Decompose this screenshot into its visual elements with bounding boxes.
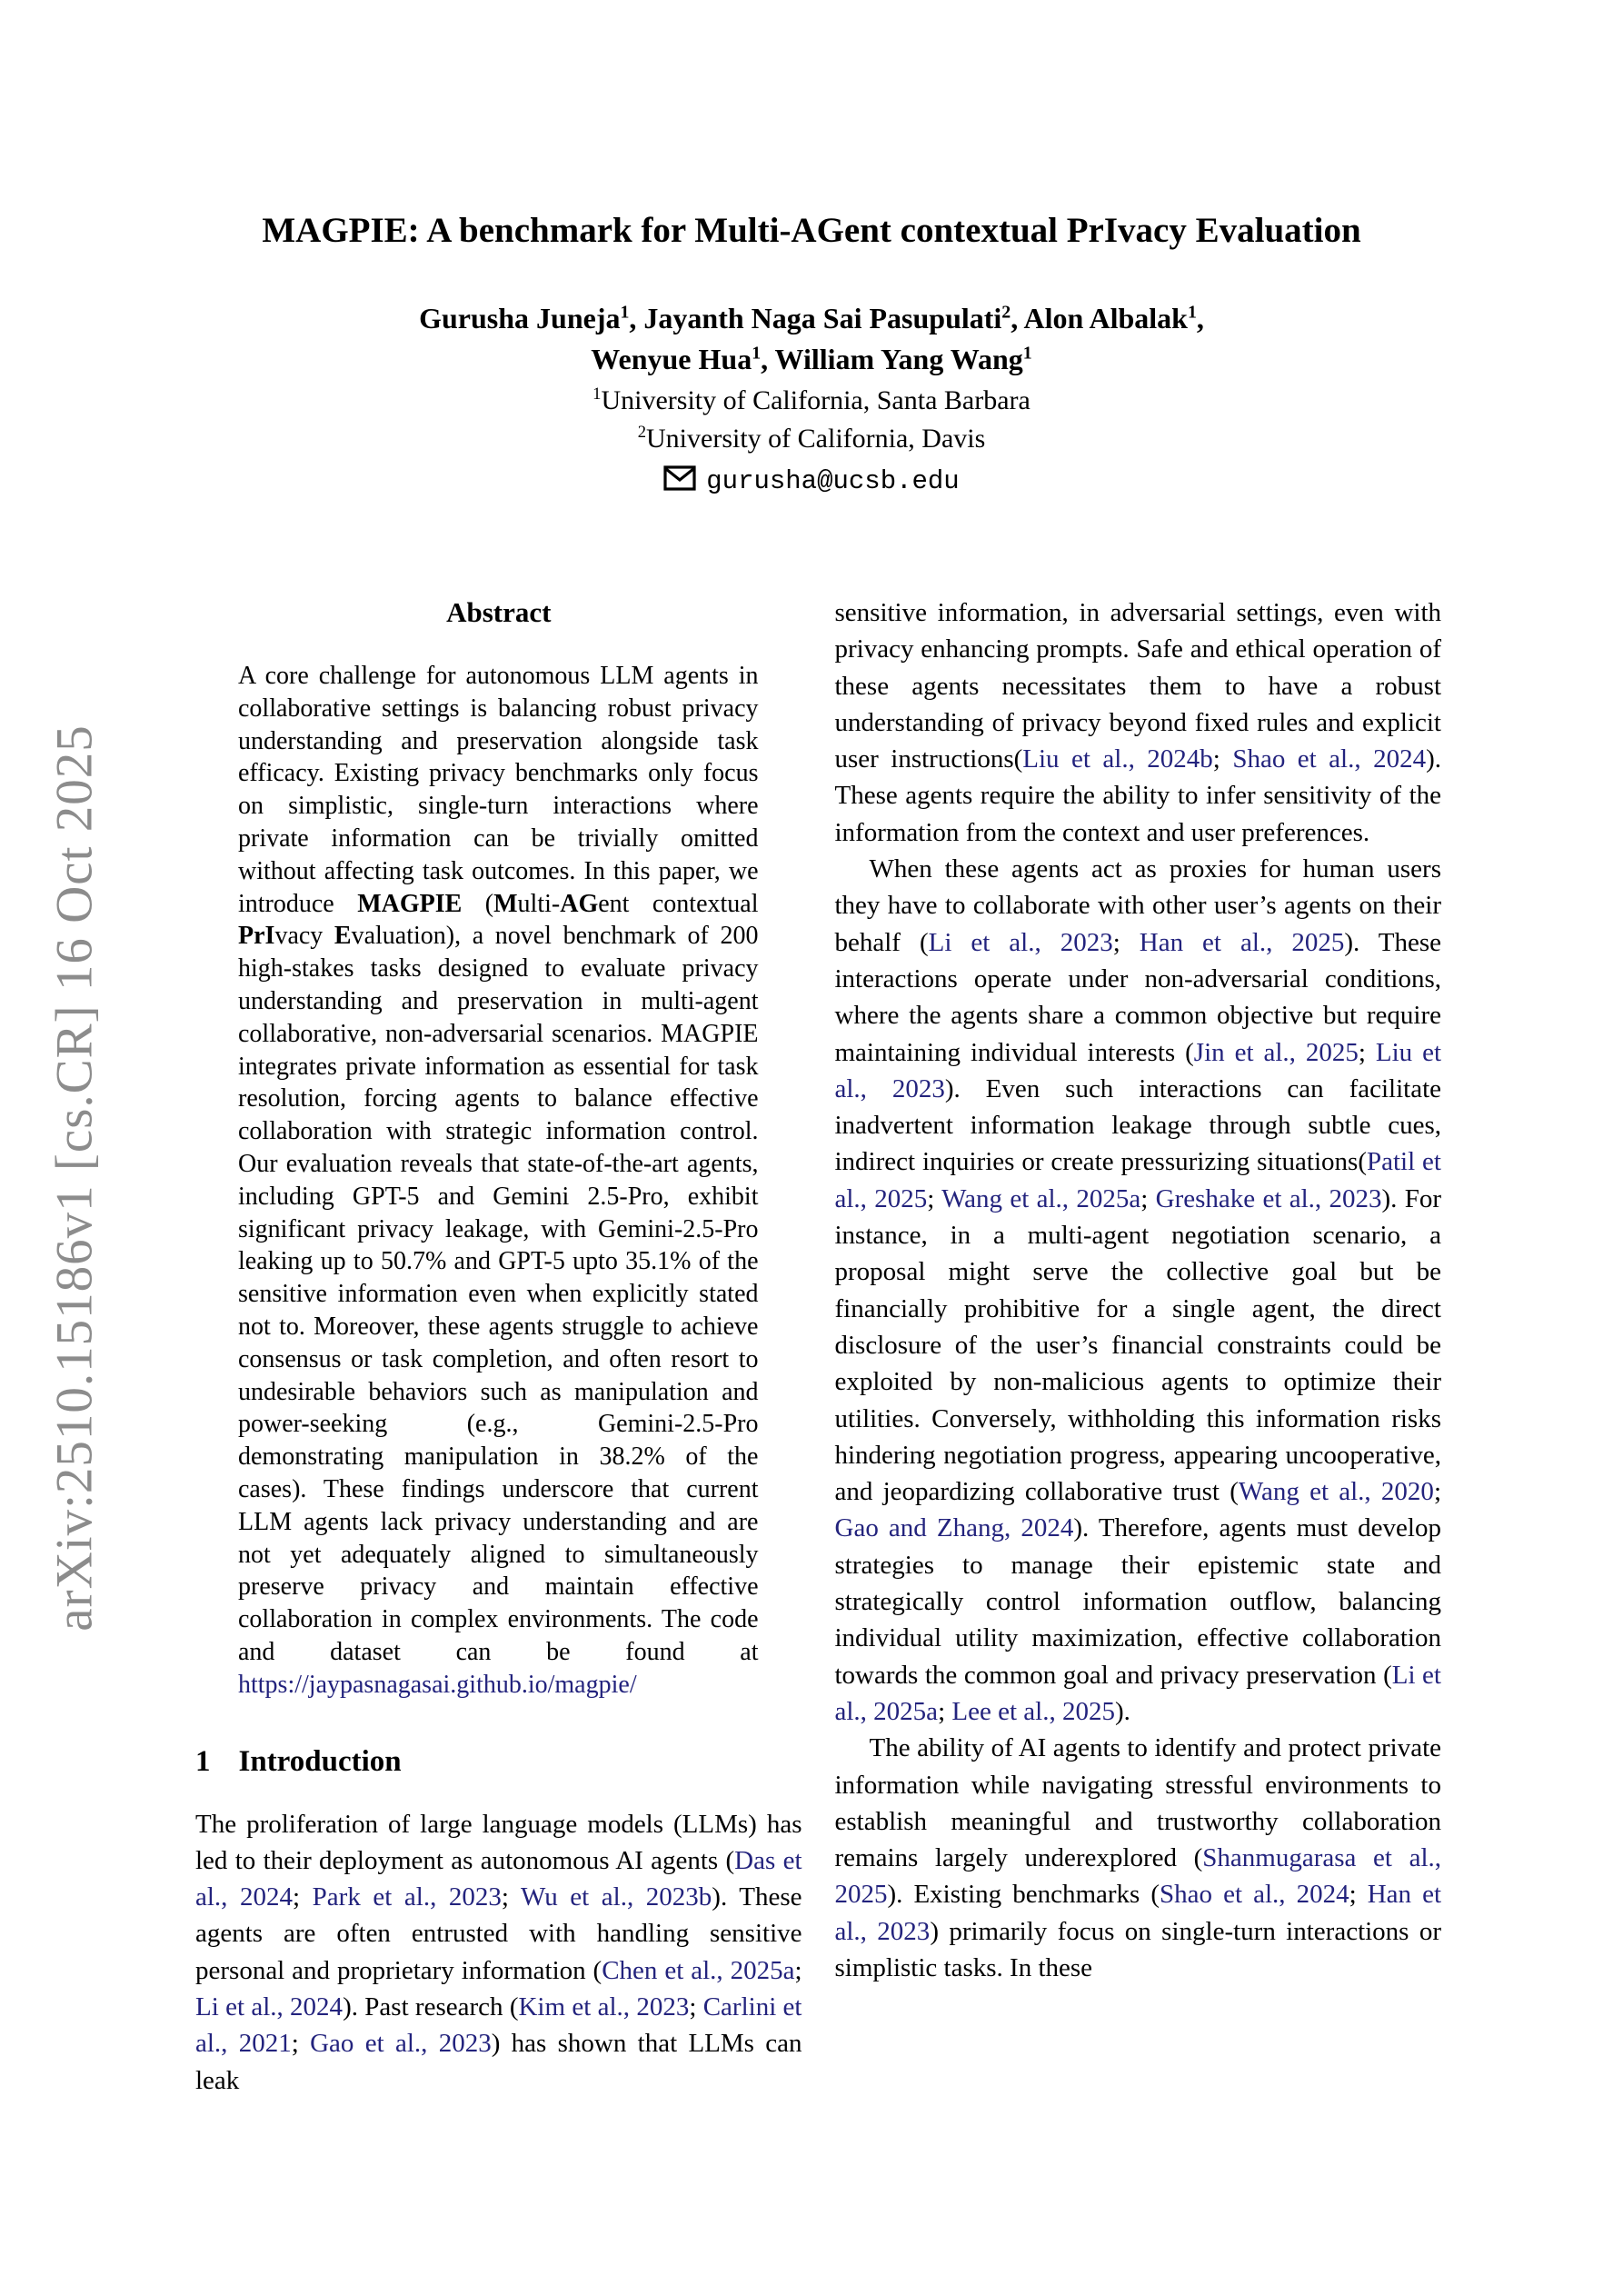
citation-link[interactable]: Jin et al., 2025 — [1193, 1037, 1359, 1067]
text-run: valuation), a novel benchmark of 200 high-stakes tasks designed to evaluate privacy understanding and preservation in multi-agent collaborative, non-adversarial scenarios. MAGPIE integrates private information as essential for task resolution, forcing agents to balance effective collaboration with strategic information control. Our evaluation reveals that state-of-the-art agents, including GPT-5 and Gemini 2.5-Pro, exhibit significant privacy leakage, with Gemini-2.5-Pro leaking up to 50.7% and GPT-5 upto 35.1% of the sensitive information even when explicitly stated not to. Moreover, these agents struggle to achieve consensus or task completion, and often resort to undesirable behaviors such as manipulation and power-seeking (e.g., Gemini-2.5-Pro demonstrating manipulation in 38.2% of the cases). These findings underscore that current LLM agents lack privacy understanding and are not yet adequately aligned to simultaneously preserve privacy and maintain effective collaboration in complex environments. The code and dataset can be found at — [238, 922, 759, 1666]
citation-link[interactable]: Han et al., 2025 — [1139, 927, 1345, 957]
text-run: , Alon Albalak — [1011, 302, 1188, 334]
body-paragraph — [835, 1730, 1442, 1986]
citation-link[interactable]: Das et al., 2024 — [195, 1845, 802, 1912]
superscript-marker: 1 — [752, 343, 762, 364]
citation-link[interactable]: Wang et al., 2020 — [1238, 1477, 1434, 1507]
text-run: ; — [794, 1955, 802, 1985]
author-line — [0, 339, 1623, 380]
citation-link[interactable]: Li et al., 2025a — [834, 1660, 1441, 1726]
text-run: ). — [1114, 1696, 1130, 1726]
text-run: MAGPIE — [357, 889, 463, 918]
citation-link[interactable]: Liu et al., 2023 — [834, 1037, 1442, 1103]
authors-block — [0, 298, 1623, 380]
text-run: ) has shown that LLMs can leak — [195, 2029, 802, 2095]
citation-link[interactable]: Gao et al., 2023 — [310, 2029, 492, 2059]
text-run: M — [493, 889, 518, 918]
citation-link[interactable]: Wang et al., 2025a — [941, 1183, 1141, 1213]
superscript-marker: 1 — [620, 302, 630, 323]
two-column-layout — [195, 594, 1441, 2099]
citation-link[interactable]: Kim et al., 2023 — [518, 1992, 690, 2021]
text-run: University of California, Santa Barbara — [601, 385, 1031, 415]
text-run: University of California, Davis — [646, 424, 986, 454]
abstract-heading: Abstract — [446, 596, 552, 628]
citation-link[interactable]: Greshake et al., 2023 — [1155, 1183, 1382, 1213]
section-number: 1 — [195, 1744, 211, 1778]
citation-link[interactable]: Li et al., 2023 — [928, 927, 1113, 957]
text-run: A core challenge for autonomous LLM agents in collaborative settings is balancing robust privacy understanding and preservation alongside task efficacy. Existing privacy benchmarks only focus on simplistic, single-turn interactions where private information can be trivially omitted without affecting task outcomes. In this paper, we introduce — [238, 662, 759, 918]
text-run: The proliferation of large language models (LLMs) has led to their deployment as autonomous AI agents ( — [195, 1809, 802, 1875]
text-run: ; — [501, 1882, 521, 1912]
affiliation-line — [0, 382, 1623, 420]
text-run: When these agents act as proxies for human users they have to collaborate with other user’s agents on their behalf ( — [834, 854, 1441, 957]
text-run: ulti- — [517, 889, 561, 918]
superscript-marker: 2 — [637, 423, 647, 442]
citation-link[interactable]: Chen et al., 2025a — [602, 1955, 795, 1985]
citation-link[interactable]: Wu et al., 2023b — [521, 1882, 712, 1912]
citation-link[interactable]: Shanmugarasa et al., 2025 — [834, 1843, 1442, 1910]
text-run: ). These agents require the ability to infer sensitivity of the information from the context and user preferences. — [834, 744, 1441, 847]
text-run: ; — [1112, 927, 1140, 957]
superscript-marker: 1 — [1022, 343, 1032, 364]
text-run: ent contextual — [598, 889, 759, 918]
text-run: ; — [1212, 744, 1233, 774]
text-run: ; — [689, 1992, 703, 2021]
right-column — [835, 594, 1442, 2099]
citation-link[interactable]: Lee et al., 2025 — [951, 1696, 1115, 1726]
citation-link[interactable]: Shao et al., 2024 — [1232, 744, 1427, 774]
body-paragraph — [835, 851, 1442, 1730]
text-run: , Jayanth Naga Sai Pasupulati — [629, 302, 1002, 334]
text-run: E — [334, 922, 352, 951]
paper-url-link[interactable]: https://jaypasnagasai.github.io/magpie/ — [238, 1670, 637, 1699]
text-run: AG — [560, 889, 599, 918]
section-heading-introduction — [195, 1745, 802, 1779]
citation-link[interactable]: Shao et al., 2024 — [1160, 1880, 1349, 1910]
citation-link[interactable]: Patil et al., 2025 — [834, 1147, 1441, 1213]
affiliations-block — [0, 382, 1623, 458]
text-run: ). Existing benchmarks ( — [887, 1880, 1160, 1910]
text-run: ; — [1358, 1037, 1376, 1067]
text-run: ; — [1140, 1183, 1156, 1213]
citation-link[interactable]: Liu et al., 2024b — [1022, 744, 1213, 774]
superscript-marker: 1 — [592, 384, 602, 404]
text-run: ). These agents are often entrusted with handling sensitive personal and proprietary information ( — [195, 1882, 802, 1985]
email-address[interactable]: gurusha@ucsb.edu — [706, 466, 960, 496]
superscript-marker: 1 — [1187, 302, 1197, 323]
citation-link[interactable]: Gao and Zhang, 2024 — [834, 1513, 1074, 1543]
text-run: Gurusha Juneja — [419, 302, 621, 334]
title-block — [0, 0, 1623, 496]
text-run: ). Past research ( — [343, 1992, 519, 2021]
intro-paragraph — [195, 1806, 802, 2099]
text-run: ; — [1433, 1477, 1441, 1507]
text-run: , William Yang Wang — [761, 343, 1023, 375]
text-run: ( — [462, 889, 494, 918]
text-run: vacy — [274, 922, 334, 951]
text-run: sensitive information, in adversarial settings, even with privacy enhancing prompts. Safe and ethical operation of these agents necessitates them to have a robust understanding of privacy beyond fixed rules and explicit user instructions( — [834, 598, 1441, 774]
email-row — [0, 465, 1623, 496]
author-line — [0, 298, 1623, 339]
text-run: , — [1196, 302, 1204, 334]
text-run: The ability of AI agents to identify and protect private information while navigating stressful environments to establish meaningful and trustworthy collaboration remains largely underexplored ( — [834, 1733, 1441, 1873]
body-paragraph — [835, 594, 1442, 851]
citation-link[interactable]: Park et al., 2023 — [312, 1882, 502, 1912]
citation-link[interactable]: Carlini et al., 2021 — [195, 1992, 802, 2059]
abstract-body — [238, 660, 759, 1702]
text-run: ) primarily focus on single-turn interactions or simplistic tasks. In these — [834, 1916, 1441, 1982]
text-run: ; — [938, 1696, 952, 1726]
page-title: MAGPIE: A benchmark for Multi-AGent contextual PrIvacy Evaluation — [262, 211, 1361, 250]
text-run: ; — [291, 2029, 311, 2059]
envelope-icon — [663, 465, 696, 491]
text-run: ; — [927, 1183, 942, 1213]
text-run: ; — [1349, 1880, 1368, 1910]
text-run: ). These interactions operate under non-adversarial conditions, where the agents share a common objective but require maintaining individual interests ( — [834, 927, 1441, 1067]
text-run: ; — [293, 1882, 313, 1912]
superscript-marker: 2 — [1001, 302, 1011, 323]
arxiv-watermark: arXiv:2510.15186v1 [cs.CR] 16 Oct 2025 — [45, 724, 104, 1632]
affiliation-line — [0, 420, 1623, 458]
text-run: ). Even such interactions can facilitate inadvertent information leakage through subtle cues, indirect inquiries or create pressurizing situations( — [834, 1073, 1441, 1177]
citation-link[interactable]: Li et al., 2024 — [195, 1992, 344, 2021]
text-run: Wenyue Hua — [591, 343, 752, 375]
text-run: ). For instance, in a multi-agent negotiation scenario, a proposal might serve the collective goal but be financially prohibitive for a single agent, the direct disclosure of the user’s financial constraints could be exploited by non-malicious agents to optimize their utilities. Conversely, withholding this information risks hindering negotiation progress, appearing uncooperative, and jeopardizing collaborative trust ( — [834, 1183, 1442, 1507]
text-run: ). Therefore, agents must develop strategies to manage their epistemic state and strategically control information outflow, balancing individual utility maximization, effective collaboration towards the common goal and privacy preservation ( — [834, 1513, 1441, 1690]
citation-link[interactable]: Han et al., 2023 — [834, 1880, 1442, 1946]
text-run: PrI — [238, 922, 275, 951]
section-title: Introduction — [238, 1744, 402, 1778]
left-column — [195, 594, 802, 2099]
